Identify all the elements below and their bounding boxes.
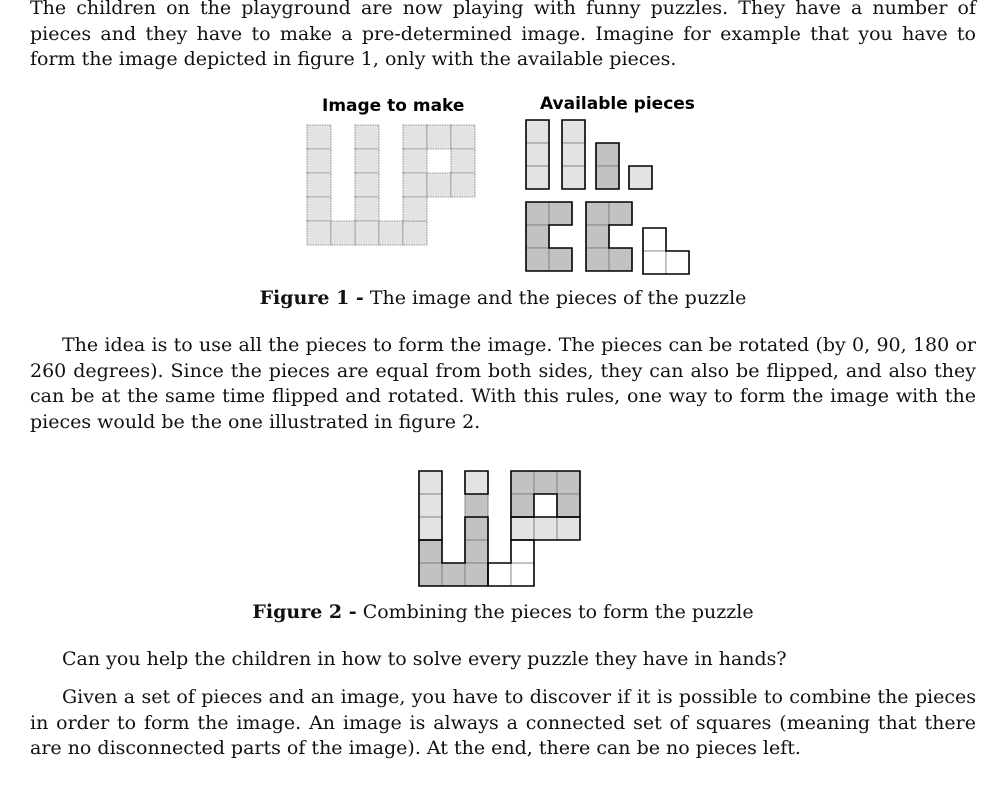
solution-cell [442, 563, 465, 586]
image-cell [451, 125, 475, 149]
solution-cell [465, 517, 488, 540]
image-cell [355, 125, 379, 149]
piece-white-l-cell [643, 251, 666, 274]
solution-cell [534, 517, 557, 540]
question-paragraph: Can you help the children in how to solve every puzzle they have in hands? [62, 648, 787, 670]
image-cell [403, 197, 427, 221]
figure-1-caption-text: The image and the pieces of the puzzle [369, 287, 747, 309]
solution-figure [417, 469, 592, 589]
image-cell [427, 173, 451, 197]
piece-dark-c-2-cell [586, 248, 609, 271]
piece-dark-c-2-cell [609, 202, 632, 225]
image-cell [355, 149, 379, 173]
image-cell [307, 173, 331, 197]
image-cell [451, 149, 475, 173]
solution-cell [534, 471, 557, 494]
image-cell [331, 221, 355, 245]
solution-cell [465, 563, 488, 586]
piece-light-bar-1-cell [526, 166, 549, 189]
image-cell [427, 125, 451, 149]
figure-2-label: Figure 2 - [252, 601, 357, 623]
target-image-figure [305, 123, 480, 248]
image-cell [379, 221, 403, 245]
piece-white-l-cell [666, 251, 689, 274]
piece-dark-c-2-cell [586, 225, 609, 248]
solution-cell [557, 494, 580, 517]
piece-dark-c-1-cell [549, 202, 572, 225]
image-cell [355, 197, 379, 221]
piece-light-bar-2-cell [562, 120, 585, 143]
solution-cell [557, 471, 580, 494]
image-cell [355, 173, 379, 197]
piece-light-square-cell [629, 166, 652, 189]
solution-cell [465, 471, 488, 494]
figure-2-caption [0, 600, 1006, 625]
solution-cell [419, 563, 442, 586]
solution-cell [419, 471, 442, 494]
image-cell [403, 125, 427, 149]
image-cell [403, 149, 427, 173]
piece-dark-c-1-cell [549, 248, 572, 271]
piece-light-bar-1-cell [526, 120, 549, 143]
piece-light-bar-2-cell [562, 143, 585, 166]
solution-cell [511, 517, 534, 540]
image-cell [403, 221, 427, 245]
piece-dark-c-1-cell [526, 225, 549, 248]
piece-light-bar-1-cell [526, 143, 549, 166]
figure-2-caption-text: Combining the pieces to form the puzzle [362, 601, 754, 623]
piece-dark-domino-cell [596, 143, 619, 166]
image-cell [355, 221, 379, 245]
solution-cell [511, 540, 534, 563]
intro-paragraph: The children on the playground are now playing with funny puzzles. They have a number of pieces and they have to make a pre-determined image. Imagine for example that you have to form the image depicted in figure 1, only with the available pieces. [30, 0, 976, 70]
piece-white-l-cell [643, 228, 666, 251]
solution-cell [419, 494, 442, 517]
piece-dark-c-2-cell [609, 248, 632, 271]
solution-cell [511, 494, 534, 517]
piece-dark-c-1-cell [526, 202, 549, 225]
image-cell [307, 197, 331, 221]
solution-cell [511, 563, 534, 586]
image-to-make-title: Image to make [322, 96, 465, 116]
figure-1-caption [0, 286, 1006, 311]
solution-cell [419, 540, 442, 563]
solution-cell [419, 517, 442, 540]
piece-dark-c-1-cell [526, 248, 549, 271]
available-pieces-figure [524, 118, 694, 278]
solution-cell [465, 494, 488, 517]
image-cell [307, 221, 331, 245]
solution-cell [557, 517, 580, 540]
piece-dark-c-2-cell [586, 202, 609, 225]
solution-cell [511, 471, 534, 494]
rules-paragraph: The idea is to use all the pieces to form the image. The pieces can be rotated (by 0, 90, 180 or 260 degrees). Since the pieces are equal from both sides, they can also be flipped, and also they can be at the same time flipped and rotated. With this rules, one way to form the image with the pieces would be the one illustrated in figure 2. [30, 334, 976, 433]
image-cell [451, 173, 475, 197]
available-pieces-title: Available pieces [540, 94, 695, 114]
solution-cell [465, 540, 488, 563]
task-paragraph: Given a set of pieces and an image, you have to discover if it is possible to combine the pieces in order to form the image. An image is always a connected set of squares (meaning that there are no disconnected parts of the image). At the end, there can be no pieces left. [30, 686, 976, 759]
image-cell [307, 125, 331, 149]
image-cell [403, 173, 427, 197]
piece-dark-domino-cell [596, 166, 619, 189]
image-cell [307, 149, 331, 173]
figure-1-label: Figure 1 - [259, 287, 364, 309]
solution-cell [488, 563, 511, 586]
piece-light-bar-2-cell [562, 166, 585, 189]
